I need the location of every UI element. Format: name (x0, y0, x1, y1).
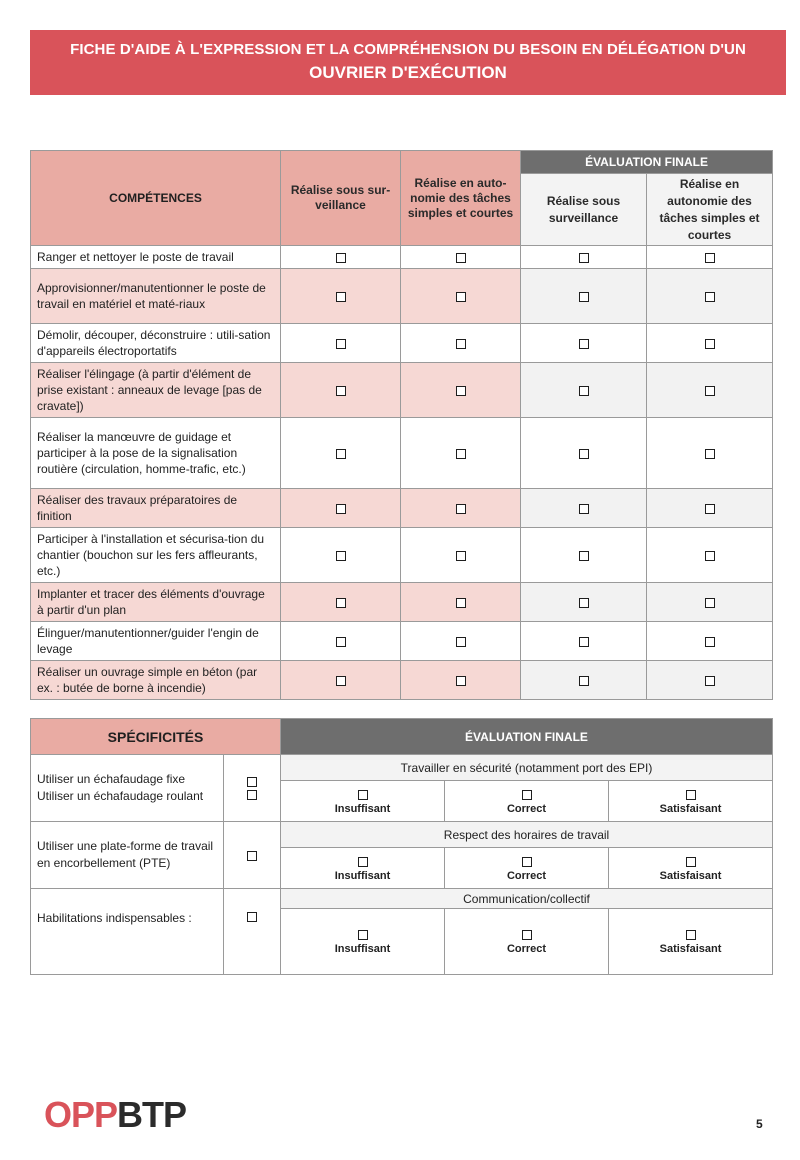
specificite-label-group (31, 755, 224, 822)
banner-title-line2: OUVRIER D'EXÉCUTION (309, 63, 507, 82)
competence-label: Réaliser un ouvrage simple en béton (par ex. : butée de borne à incendie) (31, 661, 281, 700)
specificites-table (30, 718, 773, 975)
competences-header: COMPÉTENCES (31, 151, 281, 246)
competence-label: Réaliser des travaux préparatoires de finition (31, 489, 281, 528)
specificite-label: Utiliser une plate-forme de travail en encorbellement (PTE) (31, 822, 224, 889)
checkbox[interactable] (336, 637, 346, 647)
checkbox[interactable] (705, 551, 715, 561)
option-label: Insuffisant (334, 802, 391, 815)
checkbox[interactable] (579, 386, 589, 396)
checkbox[interactable] (456, 253, 466, 263)
checkbox[interactable] (579, 504, 589, 514)
option-label: Correct (506, 802, 547, 815)
table-row (31, 583, 773, 622)
checkbox[interactable] (247, 777, 257, 787)
checkbox[interactable] (358, 857, 368, 867)
checkbox[interactable] (579, 676, 589, 686)
competence-label: Réaliser la manœuvre de guidage et participer à la pose de la signalisation routière (circulation, homme-trafic, etc.) (31, 418, 281, 489)
checkbox[interactable] (358, 930, 368, 940)
checkbox[interactable] (686, 857, 696, 867)
competence-label: Participer à l'installation et sécurisa-tion du chantier (bouchon sur les fers affleurants, etc.) (31, 528, 281, 583)
logo-text-dark: BTP (117, 1094, 187, 1135)
col-header-final-autonomous: Réalise en autonomie des tâches simples et courtes (647, 174, 773, 246)
col-header-autonomous: Réalise en auto-nomie des tâches simples et courtes (401, 151, 521, 246)
criterion-label: Travailler en sécurité (notamment port des EPI) (281, 755, 773, 781)
checkbox[interactable] (336, 504, 346, 514)
checkbox[interactable] (456, 292, 466, 302)
col-header-supervised: Réalise sous sur-veillance (281, 151, 401, 246)
checkbox[interactable] (705, 339, 715, 349)
criterion-label: Communication/collectif (281, 889, 773, 909)
checkbox[interactable] (522, 857, 532, 867)
checkbox[interactable] (336, 253, 346, 263)
checkbox[interactable] (705, 598, 715, 608)
option-label: Satisfaisant (659, 869, 722, 882)
checkbox[interactable] (579, 637, 589, 647)
checkbox[interactable] (705, 637, 715, 647)
checkbox[interactable] (686, 930, 696, 940)
option-label: Satisfaisant (659, 943, 722, 955)
checkbox[interactable] (456, 504, 466, 514)
oppbtp-logo (44, 1094, 186, 1136)
checkbox[interactable] (336, 292, 346, 302)
checkbox[interactable] (358, 790, 368, 800)
option-label: Insuffisant (334, 869, 391, 882)
checkbox[interactable] (579, 253, 589, 263)
col-header-final-supervised: Réalise sous surveillance (521, 174, 647, 246)
specificite-label: Utiliser un échafaudage roulant (37, 789, 204, 803)
specificite-label: Habilitations indispensables : (31, 889, 224, 975)
competence-label: Élinguer/manutentionner/guider l'engin de levage (31, 622, 281, 661)
checkbox[interactable] (336, 449, 346, 459)
checkbox[interactable] (247, 790, 257, 800)
competence-label: Démolir, découper, déconstruire : utili-sation d'appareils électroportatifs (31, 324, 281, 363)
checkbox[interactable] (336, 676, 346, 686)
checkbox[interactable] (579, 339, 589, 349)
checkbox[interactable] (456, 386, 466, 396)
checkbox[interactable] (705, 504, 715, 514)
checkbox[interactable] (456, 551, 466, 561)
checkbox[interactable] (705, 253, 715, 263)
checkbox[interactable] (336, 386, 346, 396)
checkbox[interactable] (705, 676, 715, 686)
option-label: Correct (506, 869, 547, 882)
table-row (31, 661, 773, 700)
final-evaluation-header: ÉVALUATION FINALE (521, 151, 773, 174)
specificites-header: SPÉCIFICITÉS (31, 719, 281, 755)
checkbox[interactable] (456, 676, 466, 686)
table-row (31, 418, 773, 489)
checkbox[interactable] (705, 386, 715, 396)
logo-text-red: OPP (44, 1094, 118, 1135)
table-row (31, 324, 773, 363)
competence-label: Approvisionner/manutentionner le poste de travail en matériel et maté-riaux (31, 269, 281, 324)
table-row (31, 363, 773, 418)
checkbox[interactable] (456, 637, 466, 647)
competences-table (30, 150, 773, 700)
table-row (31, 528, 773, 583)
option-label: Insuffisant (334, 943, 391, 955)
checkbox[interactable] (336, 339, 346, 349)
checkbox[interactable] (579, 449, 589, 459)
final-evaluation-header: ÉVALUATION FINALE (281, 719, 773, 755)
checkbox[interactable] (456, 339, 466, 349)
checkbox[interactable] (456, 449, 466, 459)
competence-label: Implanter et tracer des éléments d'ouvrage à partir d'un plan (31, 583, 281, 622)
checkbox[interactable] (579, 551, 589, 561)
competence-label: Ranger et nettoyer le poste de travail (31, 246, 281, 269)
banner-title-line1: FICHE D'AIDE À L'EXPRESSION ET LA COMPRÉHENSION DU BESOIN EN DÉLÉGATION D'UN (70, 41, 746, 58)
checkbox[interactable] (579, 292, 589, 302)
table-row (31, 489, 773, 528)
specificite-label: Utiliser un échafaudage fixe (37, 772, 186, 786)
table-row (31, 269, 773, 324)
page-banner (30, 30, 786, 95)
checkbox[interactable] (705, 449, 715, 459)
checkbox[interactable] (456, 598, 466, 608)
checkbox[interactable] (247, 851, 257, 861)
page-number: 5 (756, 1117, 763, 1131)
checkbox[interactable] (686, 790, 696, 800)
checkbox[interactable] (247, 912, 257, 922)
option-label: Satisfaisant (659, 802, 722, 815)
competence-label: Réaliser l'élingage (à partir d'élément de prise existant : anneaux de levage [pas de cravate]) (31, 363, 281, 418)
checkbox[interactable] (705, 292, 715, 302)
table-row (31, 246, 773, 269)
checkbox[interactable] (522, 930, 532, 940)
criterion-label: Respect des horaires de travail (281, 822, 773, 848)
checkbox[interactable] (336, 598, 346, 608)
checkbox[interactable] (522, 790, 532, 800)
checkbox[interactable] (579, 598, 589, 608)
table-row (31, 622, 773, 661)
checkbox[interactable] (336, 551, 346, 561)
option-label: Correct (506, 943, 547, 955)
